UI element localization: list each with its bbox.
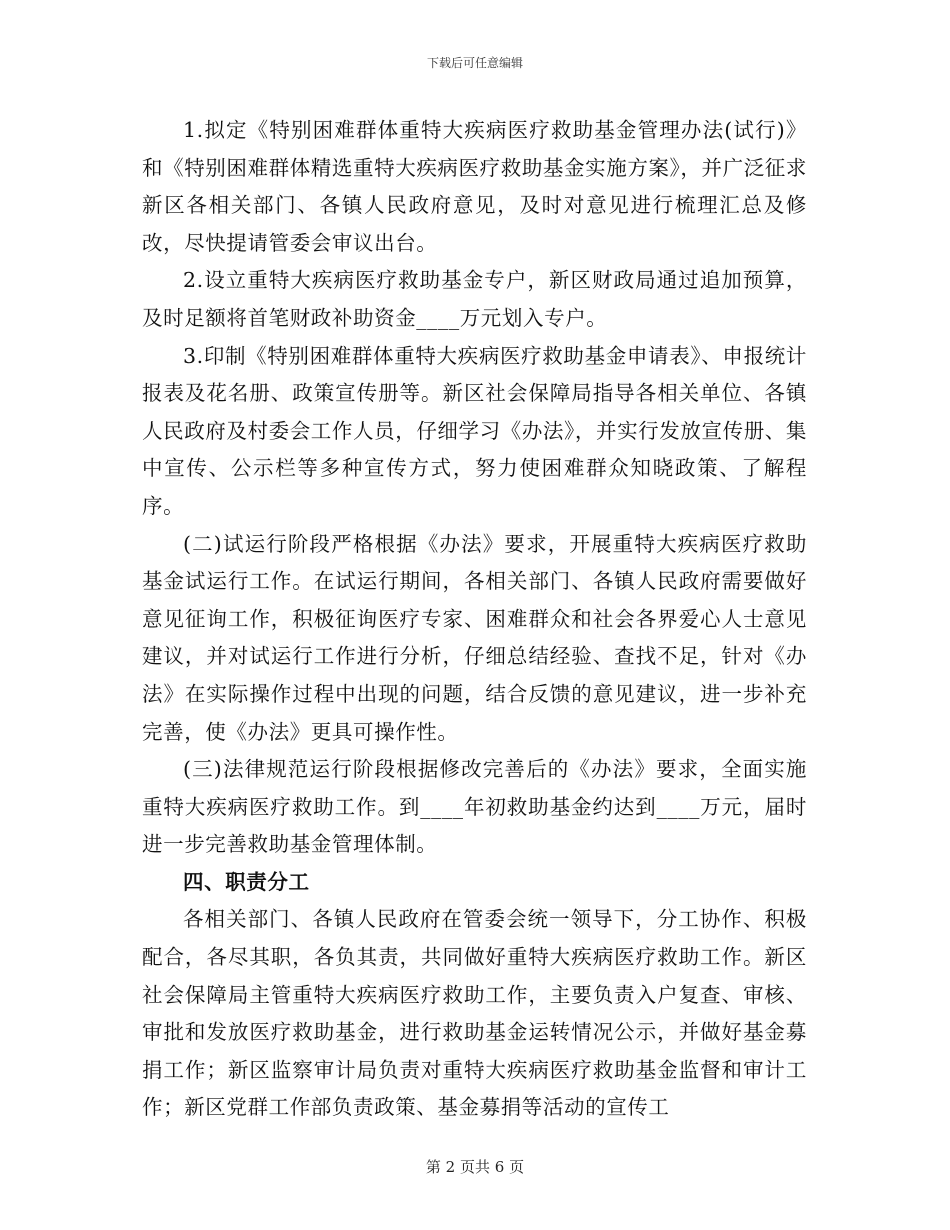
section-heading: 四、职责分工 [183, 869, 310, 894]
page-number: 第 2 页共 6 页 [425, 1158, 525, 1176]
paragraph-item-3: 3.印制《特别困难群体重特大疾病医疗救助基金申请表》、申报统计报表及花名册、政策宣传册等。新区社会保障局指导各相关单位、各镇人民政府及村委会工作人员，仔细学习《办法》，并实行发放宣传册、集中宣传、公示栏等多种宣传方式，努力使困难群众知晓政策、了解程序。 [142, 343, 807, 518]
document-body [142, 112, 807, 1127]
paragraph-item-2: 2.设立重特大疾病医疗救助基金专户，新区财政局通过追加预算，及时足额将首笔财政补助资金____万元划入专户。 [142, 268, 807, 330]
paragraph-item-1: 1.拟定《特别困难群体重特大疾病医疗救助基金管理办法(试行)》和《特别困难群体精选重特大疾病医疗救助基金实施方案》，并广泛征求新区各相关部门、各镇人民政府意见，及时对意见进行梳理汇总及修改，尽快提请管委会审议出台。 [142, 118, 807, 255]
page-header: 下载后可任意编辑 [426, 56, 523, 70]
paragraph-stage-2: (二)试运行阶段严格根据《办法》要求，开展重特大疾病医疗救助基金试运行工作。在试运行期间，各相关部门、各镇人民政府需要做好意见征询工作，积极征询医疗专家、困难群众和社会各界爱心人士意见建议，并对试运行工作进行分析，仔细总结经验、查找不足，针对《办法》在实际操作过程中出现的问题，结合反馈的意见建议，进一步补充完善，使《办法》更具可操作性。 [142, 531, 807, 744]
paragraph-responsibilities: 各相关部门、各镇人民政府在管委会统一领导下，分工协作、积极配合，各尽其职，各负其责，共同做好重特大疾病医疗救助工作。新区社会保障局主管重特大疾病医疗救助工作，主要负责入户复查、审核、审批和发放医疗救助基金，进行救助基金运转情况公示，并做好基金募捐工作；新区监察审计局负责对重特大疾病医疗救助基金监督和审计工作；新区党群工作部负责政策、基金募捐等活动的宣传工 [142, 907, 807, 1120]
paragraph-stage-3: (三)法律规范运行阶段根据修改完善后的《办法》要求，全面实施重特大疾病医疗救助工作。到____年初救助基金约达到____万元，届时进一步完善救助基金管理体制。 [142, 757, 807, 857]
